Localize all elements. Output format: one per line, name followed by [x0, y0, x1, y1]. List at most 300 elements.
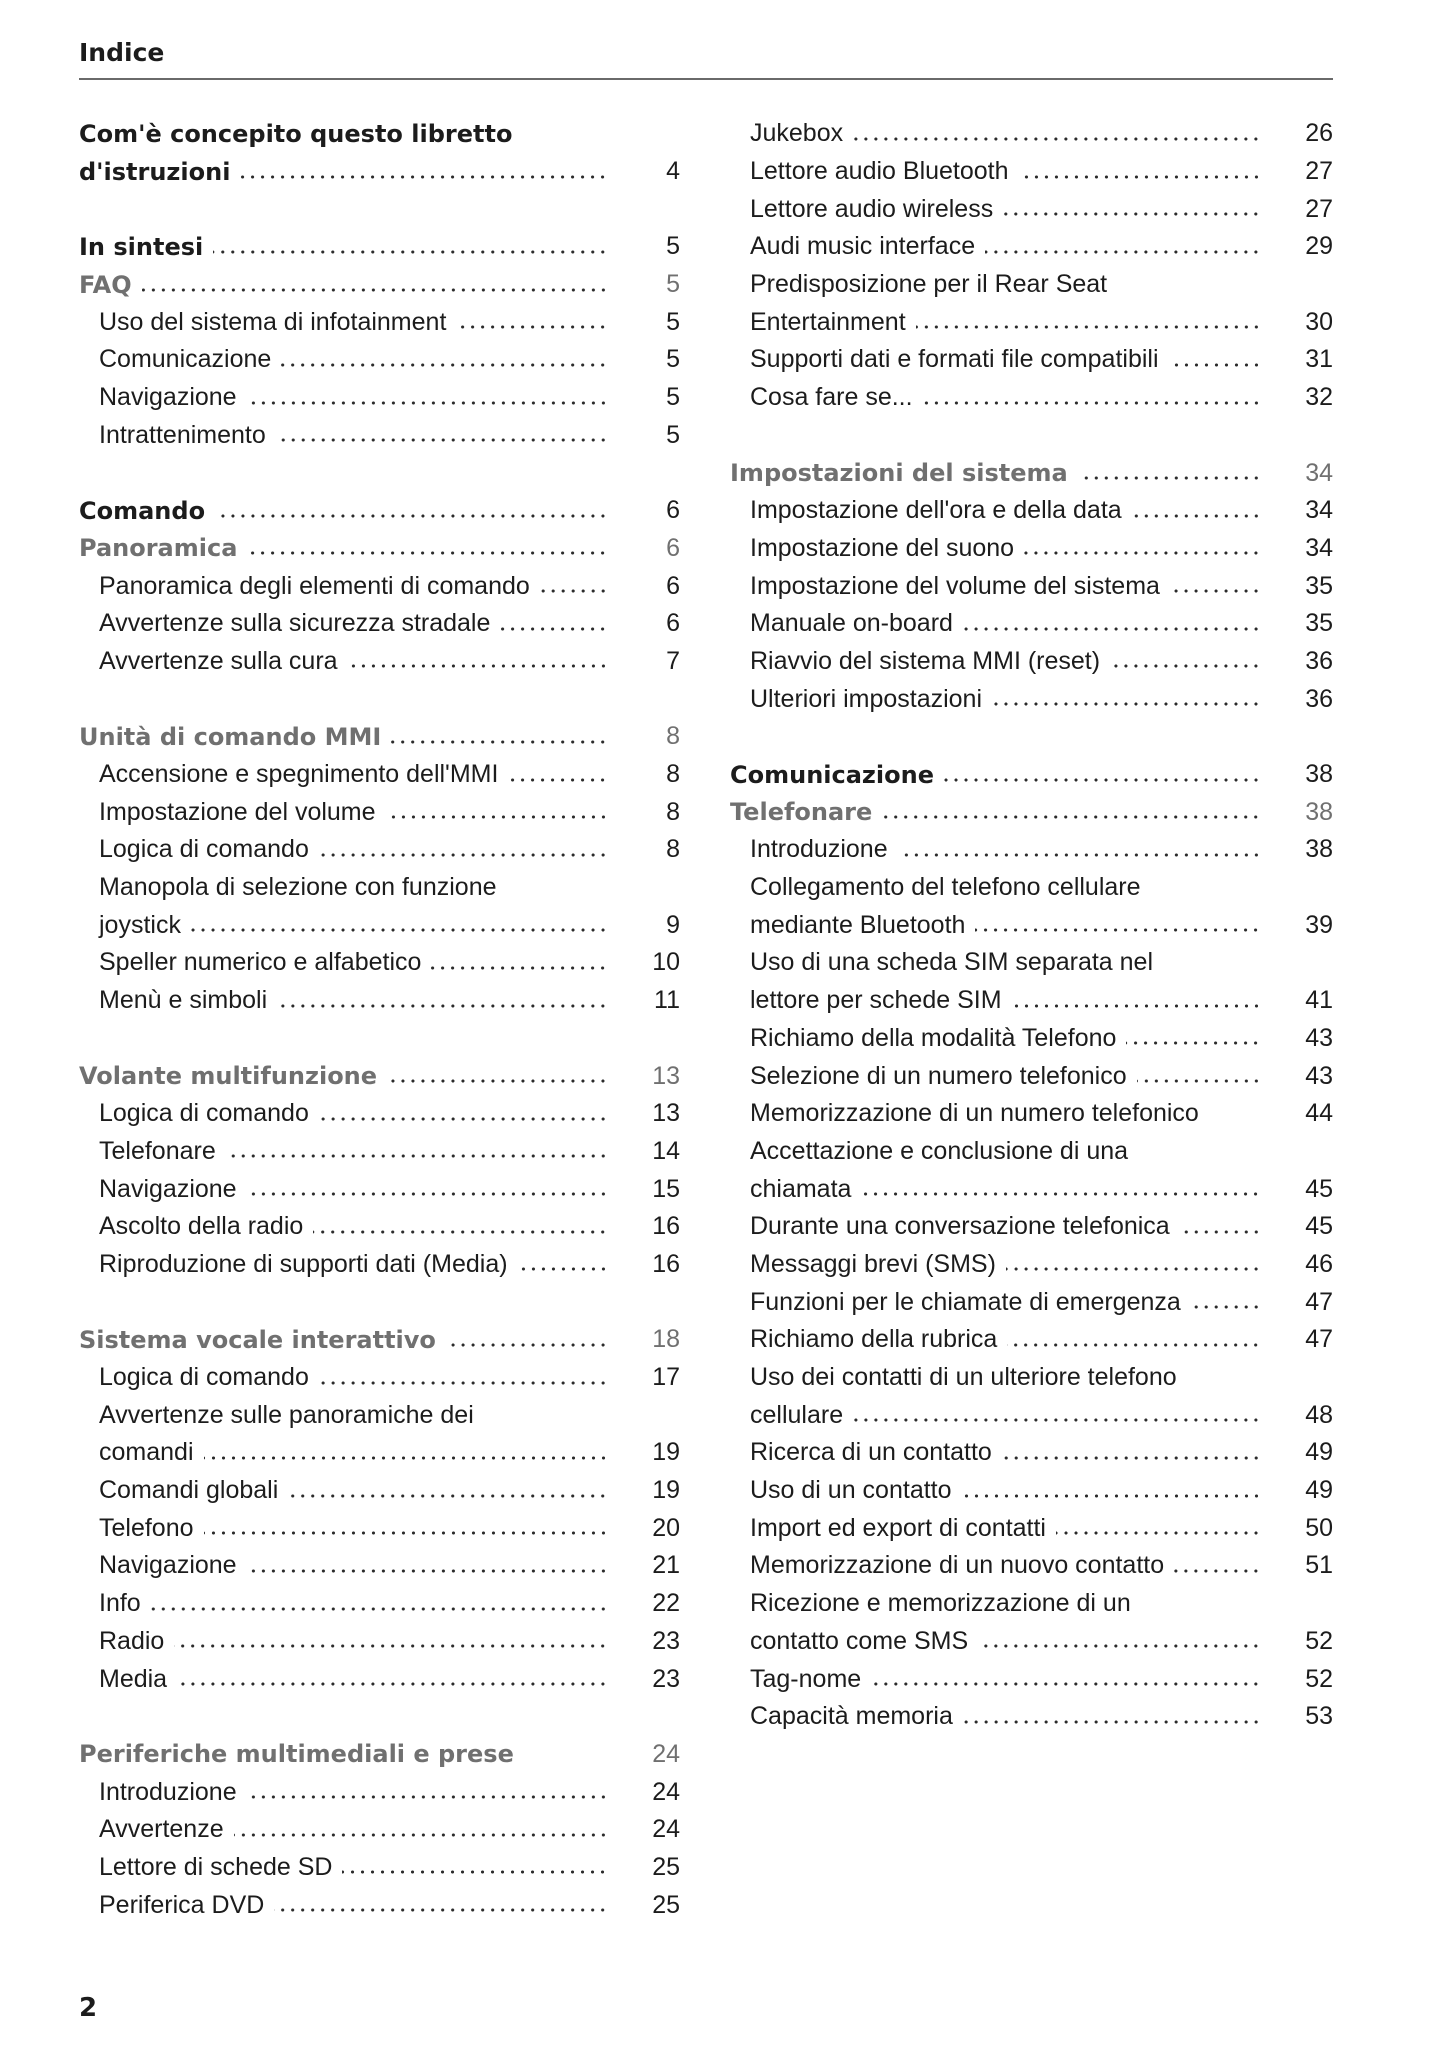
toc-page-number: 32 [1305, 383, 1333, 412]
toc-page-number: 30 [1305, 307, 1333, 336]
dot-leader [342, 1869, 608, 1875]
toc-entry-title: Logica di comando [99, 1099, 309, 1128]
dot-leader [1170, 588, 1261, 594]
toc-page-number: 15 [652, 1174, 680, 1203]
toc-entry-title: Lettore di schede SD [99, 1852, 333, 1881]
toc-spacer [79, 1283, 680, 1321]
dot-leader [1002, 1455, 1261, 1461]
toc-entry-sub[interactable] [730, 228, 1333, 266]
toc-spacer [79, 190, 680, 228]
toc-entry-title: Cosa fare se... [750, 383, 913, 412]
toc-page-number: 35 [1305, 571, 1333, 600]
dot-leader [540, 588, 608, 594]
dot-leader [240, 174, 608, 180]
toc-entry-title: Telefonare [99, 1136, 216, 1165]
toc-page-number: 39 [1305, 910, 1333, 939]
toc-entry-sub[interactable] [730, 1660, 1333, 1698]
toc-entry-title: cellulare [750, 1400, 844, 1429]
dot-leader [962, 1493, 1261, 1499]
toc-entry-title: Lettore audio wireless [750, 194, 994, 223]
toc-entry-sub[interactable] [730, 982, 1333, 1020]
toc-entry-sub[interactable] [79, 1623, 680, 1661]
dot-leader [1169, 362, 1261, 368]
toc-entry-title: Comandi globali [99, 1476, 279, 1505]
toc-entry-title: Durante una conversazione telefonica [750, 1212, 1170, 1241]
dot-leader [518, 1266, 608, 1272]
toc-page-number: 21 [652, 1551, 680, 1580]
toc-entry-title: Predisposizione per il Rear Seat [750, 270, 1108, 299]
toc-page-number: 51 [1305, 1551, 1333, 1580]
toc-entry-section[interactable] [79, 266, 680, 304]
toc-page-number: 5 [666, 420, 680, 449]
toc-entry-title: Speller numerico e alfabetico [99, 948, 422, 977]
toc-entry-sub[interactable] [730, 1509, 1333, 1547]
toc-entry-sub[interactable] [730, 831, 1333, 869]
toc-entry-title: mediante Bluetooth [750, 910, 966, 939]
toc-page-number: 16 [652, 1249, 680, 1278]
toc-page-number: 36 [1305, 646, 1333, 675]
toc-page-number: 11 [654, 986, 680, 1015]
toc-entry-sub[interactable] [79, 831, 680, 869]
toc-page-number: 6 [666, 609, 680, 638]
toc-page-number: 4 [666, 157, 680, 186]
toc-entry-title: Riavvio del sistema MMI (reset) [750, 646, 1101, 675]
toc-page-number: 26 [1305, 119, 1333, 148]
toc-entry-sub[interactable] [79, 1396, 680, 1434]
dot-leader [1174, 1568, 1261, 1574]
toc-entry-major[interactable] [79, 228, 680, 266]
toc-entry-title: Volante multifunzione [79, 1062, 378, 1091]
toc-page-number: 20 [652, 1513, 680, 1542]
toc-spacer [730, 417, 1333, 455]
toc-page-number: 31 [1305, 345, 1333, 374]
toc-entry-sub[interactable] [79, 1585, 680, 1623]
dot-leader [446, 1342, 608, 1348]
dot-leader [978, 1643, 1261, 1649]
toc-entry-title: Info [99, 1589, 141, 1618]
dot-leader [387, 1078, 608, 1084]
toc-page-number: 29 [1305, 232, 1333, 261]
toc-entry-title: Ricerca di un contatto [750, 1438, 992, 1467]
toc-page-number: 41 [1305, 986, 1333, 1015]
toc-spacer [730, 718, 1333, 756]
toc-entry-sub[interactable] [79, 567, 680, 605]
dot-leader [288, 1493, 608, 1499]
toc-entry-sub[interactable] [79, 341, 680, 379]
dot-leader [274, 1907, 608, 1913]
toc-entry-title: Capacità memoria [750, 1702, 953, 1731]
toc-entry-title: FAQ [79, 270, 132, 299]
toc-entry-title: Riproduzione di supporti dati (Media) [99, 1249, 508, 1278]
toc-entry-title: Memorizzazione di un nuovo contatto [750, 1551, 1165, 1580]
toc-entry-title: Collegamento del telefono cellulare [750, 873, 1141, 902]
toc-entry-title: Uso di un contatto [750, 1476, 952, 1505]
dot-leader [1126, 1040, 1261, 1046]
dot-leader [1180, 1229, 1261, 1235]
dot-leader [882, 814, 1261, 820]
toc-page-number: 19 [652, 1438, 680, 1467]
toc-page-number: 49 [1305, 1438, 1333, 1467]
toc-entry-sub[interactable] [730, 1208, 1333, 1246]
toc-entry-sub[interactable] [730, 1434, 1333, 1472]
toc-page-number: 16 [652, 1212, 680, 1241]
dot-leader [916, 324, 1261, 330]
dot-leader [247, 1191, 608, 1197]
toc-page-number: 8 [666, 722, 680, 751]
toc-entry-title: Periferica DVD [99, 1890, 265, 1919]
dot-leader [1003, 211, 1261, 217]
toc-entry-title: Tag-nome [750, 1664, 862, 1693]
toc-entry-title: Memorizzazione di un numero telefonico [750, 1099, 1199, 1128]
toc-entry-major[interactable] [79, 492, 680, 530]
toc-entry-title: Telefonare [730, 798, 873, 827]
toc-entry-title: Uso di una scheda SIM separata nel [750, 948, 1154, 977]
toc-entry-sub[interactable] [730, 1095, 1333, 1133]
toc-entry-title: Ricezione e memorizzazione di un [750, 1589, 1131, 1618]
toc-page-number: 52 [1305, 1664, 1333, 1693]
toc-entry-title: Richiamo della modalità Telefono [750, 1023, 1117, 1052]
toc-page-number: 45 [1305, 1174, 1333, 1203]
toc-entry-title: Impostazione del suono [750, 533, 1015, 562]
toc-entry-sub[interactable] [730, 379, 1333, 417]
toc-entry-title: Messaggi brevi (SMS) [750, 1249, 996, 1278]
toc-entry-sub[interactable] [730, 266, 1333, 304]
dot-leader [319, 1116, 608, 1122]
dot-leader [281, 362, 608, 368]
toc-entry-title: Jukebox [750, 119, 844, 148]
dot-leader [963, 626, 1261, 632]
toc-entry-title: chiamata [750, 1174, 852, 1203]
toc-entry-section[interactable] [79, 718, 680, 756]
toc-entry-sub[interactable] [730, 1170, 1333, 1208]
toc-entry-sub[interactable] [730, 1623, 1333, 1661]
toc-entry-title: Avvertenze [99, 1815, 224, 1844]
toc-entry-title: Funzioni per le chiamate di emergenza [750, 1287, 1181, 1316]
toc-page-number: 46 [1305, 1249, 1333, 1278]
toc-entry-title: Logica di comando [99, 1363, 309, 1392]
dot-leader [142, 287, 608, 293]
toc-entry-title: Supporti dati e formati file compatibili [750, 345, 1159, 374]
toc-entry-sub[interactable] [79, 1359, 680, 1397]
toc-page-number: 27 [1305, 194, 1333, 223]
toc-page-number: 52 [1305, 1626, 1333, 1655]
toc-entry-sub[interactable] [730, 1359, 1333, 1397]
toc-page-number: 18 [652, 1325, 680, 1354]
toc-entry-sub[interactable] [79, 1509, 680, 1547]
toc-entry-sub[interactable] [79, 1170, 680, 1208]
toc-entry-sub[interactable] [730, 1547, 1333, 1585]
toc-page-number: 34 [1305, 458, 1333, 487]
toc-page-number: 34 [1305, 533, 1333, 562]
toc-entry-major[interactable] [730, 756, 1333, 794]
toc-spacer [79, 1020, 680, 1058]
toc-entry-sub[interactable] [79, 1246, 680, 1284]
dot-leader [985, 249, 1261, 255]
toc-entry-sub[interactable] [730, 190, 1333, 228]
dot-leader [871, 1681, 1261, 1687]
toc-entry-sub[interactable] [79, 1434, 680, 1472]
page-header-title: Indice [79, 38, 165, 67]
toc-entry-title: Unità di comando MMI [79, 722, 382, 751]
dot-leader [386, 814, 608, 820]
toc-entry-sub[interactable] [730, 341, 1333, 379]
toc-page-number: 36 [1305, 684, 1333, 713]
toc-entry-title: Comunicazione [730, 760, 934, 789]
toc-entry-sub[interactable] [79, 1849, 680, 1887]
toc-page-number: 50 [1305, 1513, 1333, 1542]
toc-spacer [79, 454, 680, 492]
toc-entry-sub[interactable] [79, 869, 680, 907]
toc-page-number: 5 [666, 345, 680, 374]
toc-page-number: 24 [652, 1815, 680, 1844]
toc-entry-title: Impostazione del volume del sistema [750, 571, 1160, 600]
dot-leader [944, 777, 1261, 783]
dot-leader [500, 626, 608, 632]
toc-entry-title: Telefono [99, 1513, 194, 1542]
toc-entry-title: Com'è concepito questo libretto [79, 119, 513, 148]
toc-page-number: 38 [1305, 797, 1333, 826]
toc-entry-sub[interactable] [79, 605, 680, 643]
toc-entry-title: joystick [99, 910, 181, 939]
dot-leader [1191, 1304, 1261, 1310]
dot-leader [853, 1417, 1261, 1423]
toc-entry-sub[interactable] [730, 492, 1333, 530]
dot-leader [204, 1530, 608, 1536]
toc-page-number: 6 [666, 496, 680, 525]
toc-entry-sub[interactable] [730, 1246, 1333, 1284]
toc-page-number: 34 [1305, 496, 1333, 525]
dot-leader [1078, 475, 1261, 481]
toc-entry-sub[interactable] [79, 643, 680, 681]
dot-leader [247, 400, 608, 406]
toc-page-number: 49 [1305, 1476, 1333, 1505]
dot-leader [204, 1455, 609, 1461]
toc-entry-title: Avvertenze sulla cura [99, 646, 338, 675]
toc-entry-title: Ulteriori impostazioni [750, 684, 983, 713]
dot-leader [247, 1794, 608, 1800]
toc-entry-sub[interactable] [730, 680, 1333, 718]
dot-leader [277, 1003, 608, 1009]
toc-entry-title: Panoramica [79, 534, 238, 563]
toc-page-number: 17 [652, 1363, 680, 1392]
toc-page-number: 23 [652, 1626, 680, 1655]
toc-entry-section[interactable] [730, 454, 1333, 492]
toc-entry-title: Intrattenimento [99, 420, 266, 449]
toc-page-number: 25 [652, 1890, 680, 1919]
dot-leader [319, 852, 608, 858]
dot-leader [1007, 1342, 1261, 1348]
toc-page-number: 8 [666, 797, 680, 826]
toc-entry-title: Accettazione e conclusione di una [750, 1136, 1129, 1165]
toc-entry-title: comandi [99, 1438, 194, 1467]
dot-leader [431, 965, 608, 971]
toc-entry-sub[interactable] [730, 530, 1333, 568]
toc-entry-sub[interactable] [79, 1547, 680, 1585]
toc-entry-title: Audi music interface [750, 232, 976, 261]
toc-entry-title: Comando [79, 496, 206, 525]
toc-entry-sub[interactable] [730, 1585, 1333, 1623]
toc-entry-sub[interactable] [730, 1321, 1333, 1359]
dot-leader [247, 1568, 608, 1574]
toc-page-number: 5 [666, 270, 680, 299]
toc-entry-sub[interactable] [730, 643, 1333, 681]
toc-entry-title: Avvertenze sulla sicurezza stradale [99, 609, 491, 638]
toc-entry-sub[interactable] [79, 906, 680, 944]
toc-entry-title: d'istruzioni [79, 157, 231, 186]
toc-spacer [79, 1698, 680, 1736]
toc-page-number: 7 [666, 646, 680, 675]
toc-entry-sub[interactable] [79, 417, 680, 455]
toc-entry-sub[interactable] [730, 1698, 1333, 1736]
toc-entry-sub[interactable] [79, 944, 680, 982]
toc-entry-sub[interactable] [79, 1095, 680, 1133]
toc-entry-title: Media [99, 1664, 168, 1693]
dot-leader [975, 927, 1261, 933]
toc-entry-title: Entertainment [750, 307, 906, 336]
toc-entry-sub[interactable] [79, 1133, 680, 1171]
toc-entry-title: Impostazioni del sistema [730, 459, 1068, 488]
toc-entry-sub[interactable] [730, 153, 1333, 191]
toc-entry-section[interactable] [79, 1321, 680, 1359]
dot-leader [247, 550, 608, 556]
dot-leader [313, 1229, 608, 1235]
toc-entry-title: Richiamo della rubrica [750, 1325, 998, 1354]
toc-entry-sub[interactable] [79, 756, 680, 794]
toc-page-number: 13 [652, 1061, 680, 1090]
toc-entry-sub[interactable] [730, 1133, 1333, 1171]
toc-entry-sub[interactable] [79, 379, 680, 417]
toc-entry-sub[interactable] [730, 944, 1333, 982]
toc-page-number: 9 [666, 910, 680, 939]
dot-leader [177, 1681, 608, 1687]
toc-page-number: 19 [652, 1476, 680, 1505]
toc-entry-sub[interactable] [79, 303, 680, 341]
toc-entry-sub[interactable] [730, 906, 1333, 944]
toc-entry-sub[interactable] [730, 303, 1333, 341]
dot-leader [1006, 1266, 1261, 1272]
toc-page-number: 8 [666, 835, 680, 864]
toc-entry-title: Selezione di un numero telefonico [750, 1061, 1127, 1090]
toc-entry-sub[interactable] [79, 793, 680, 831]
toc-entry-section[interactable] [79, 530, 680, 568]
toc-page-number: 43 [1305, 1061, 1333, 1090]
toc-entry-sub[interactable] [730, 605, 1333, 643]
dot-leader [1056, 1530, 1261, 1536]
toc-page-number: 14 [652, 1136, 680, 1165]
toc-page-number: 48 [1305, 1400, 1333, 1429]
toc-entry-title: Ascolto della radio [99, 1212, 304, 1241]
toc-entry-sub[interactable] [730, 869, 1333, 907]
toc-entry-sub[interactable] [79, 982, 680, 1020]
toc-entry-sub[interactable] [730, 1472, 1333, 1510]
toc-entry-title: Manopola di selezione con funzione [99, 873, 497, 902]
toc-entry-major[interactable] [79, 153, 680, 191]
toc-entry-sub[interactable] [79, 1660, 680, 1698]
toc-entry-sub[interactable] [730, 1283, 1333, 1321]
toc-entry-sub[interactable] [730, 1020, 1333, 1058]
toc-page-number: 5 [666, 232, 680, 261]
toc-entry-major[interactable] [79, 115, 680, 153]
toc-page-number: 5 [666, 307, 680, 336]
toc-entry-title: Avvertenze sulle panoramiche dei [99, 1400, 474, 1429]
dot-leader [234, 1832, 608, 1838]
toc-entry-title: Uso dei contatti di un ulteriore telefono [750, 1363, 1177, 1392]
toc-page-number: 27 [1305, 157, 1333, 186]
dot-leader [276, 437, 608, 443]
toc-entry-section[interactable] [79, 1736, 680, 1774]
header-divider [79, 78, 1333, 80]
toc-page-number: 10 [652, 948, 680, 977]
toc-entry-sub[interactable] [79, 1208, 680, 1246]
toc-entry-title: contatto come SMS [750, 1626, 969, 1655]
toc-entry-title: Navigazione [99, 1551, 237, 1580]
dot-leader [348, 663, 608, 669]
toc-page-number: 22 [652, 1589, 680, 1618]
toc-entry-sub[interactable] [730, 1057, 1333, 1095]
toc-entry-title: lettore per schede SIM [750, 986, 1002, 1015]
toc-entry-title: Comunicazione [99, 345, 272, 374]
toc-entry-sub[interactable] [79, 1811, 680, 1849]
dot-leader [992, 701, 1261, 707]
dot-leader [213, 249, 608, 255]
toc-page-number: 38 [1305, 835, 1333, 864]
toc-entry-sub[interactable] [79, 1773, 680, 1811]
toc-page-number: 25 [652, 1852, 680, 1881]
toc-entry-title: Introduzione [99, 1777, 237, 1806]
toc-page-number: 47 [1305, 1287, 1333, 1316]
toc-entry-sub[interactable] [79, 1472, 680, 1510]
toc-entry-sub[interactable] [730, 1396, 1333, 1434]
dot-leader [853, 136, 1261, 142]
toc-entry-sub[interactable] [730, 115, 1333, 153]
toc-entry-sub[interactable] [79, 1886, 680, 1924]
toc-page-number: 13 [652, 1099, 680, 1128]
toc-page-number: 8 [666, 760, 680, 789]
dot-leader [508, 777, 608, 783]
dot-leader [963, 1719, 1261, 1725]
toc-entry-section[interactable] [730, 793, 1333, 831]
toc-entry-title: In sintesi [79, 232, 204, 261]
dot-leader [861, 1191, 1261, 1197]
toc-entry-title: Import ed export di contatti [750, 1513, 1046, 1542]
toc-column-right [730, 115, 1333, 1736]
dot-leader [215, 513, 608, 519]
toc-entry-title: Uso del sistema di infotainment [99, 307, 447, 336]
dot-leader [898, 852, 1261, 858]
dot-leader [1110, 663, 1261, 669]
toc-page-number: 24 [652, 1739, 680, 1768]
toc-page-number: 24 [652, 1777, 680, 1806]
toc-entry-section[interactable] [79, 1057, 680, 1095]
toc-entry-title: Radio [99, 1626, 165, 1655]
toc-page-number: 45 [1305, 1212, 1333, 1241]
toc-page-number: 47 [1305, 1325, 1333, 1354]
dot-leader [1137, 1078, 1261, 1084]
toc-entry-sub[interactable] [730, 567, 1333, 605]
toc-page-number: 35 [1305, 609, 1333, 638]
toc-page-number: 5 [666, 383, 680, 412]
toc-entry-title: Introduzione [750, 835, 888, 864]
toc-page-number: 44 [1305, 1099, 1333, 1128]
toc-entry-title: Lettore audio Bluetooth [750, 157, 1009, 186]
dot-leader [191, 927, 608, 933]
toc-column-left [79, 115, 680, 1924]
toc-entry-title: Navigazione [99, 383, 237, 412]
toc-page-number: 53 [1305, 1702, 1333, 1731]
toc-entry-title: Manuale on-board [750, 609, 953, 638]
toc-page-number: 6 [666, 533, 680, 562]
toc-page-number: 43 [1305, 1023, 1333, 1052]
